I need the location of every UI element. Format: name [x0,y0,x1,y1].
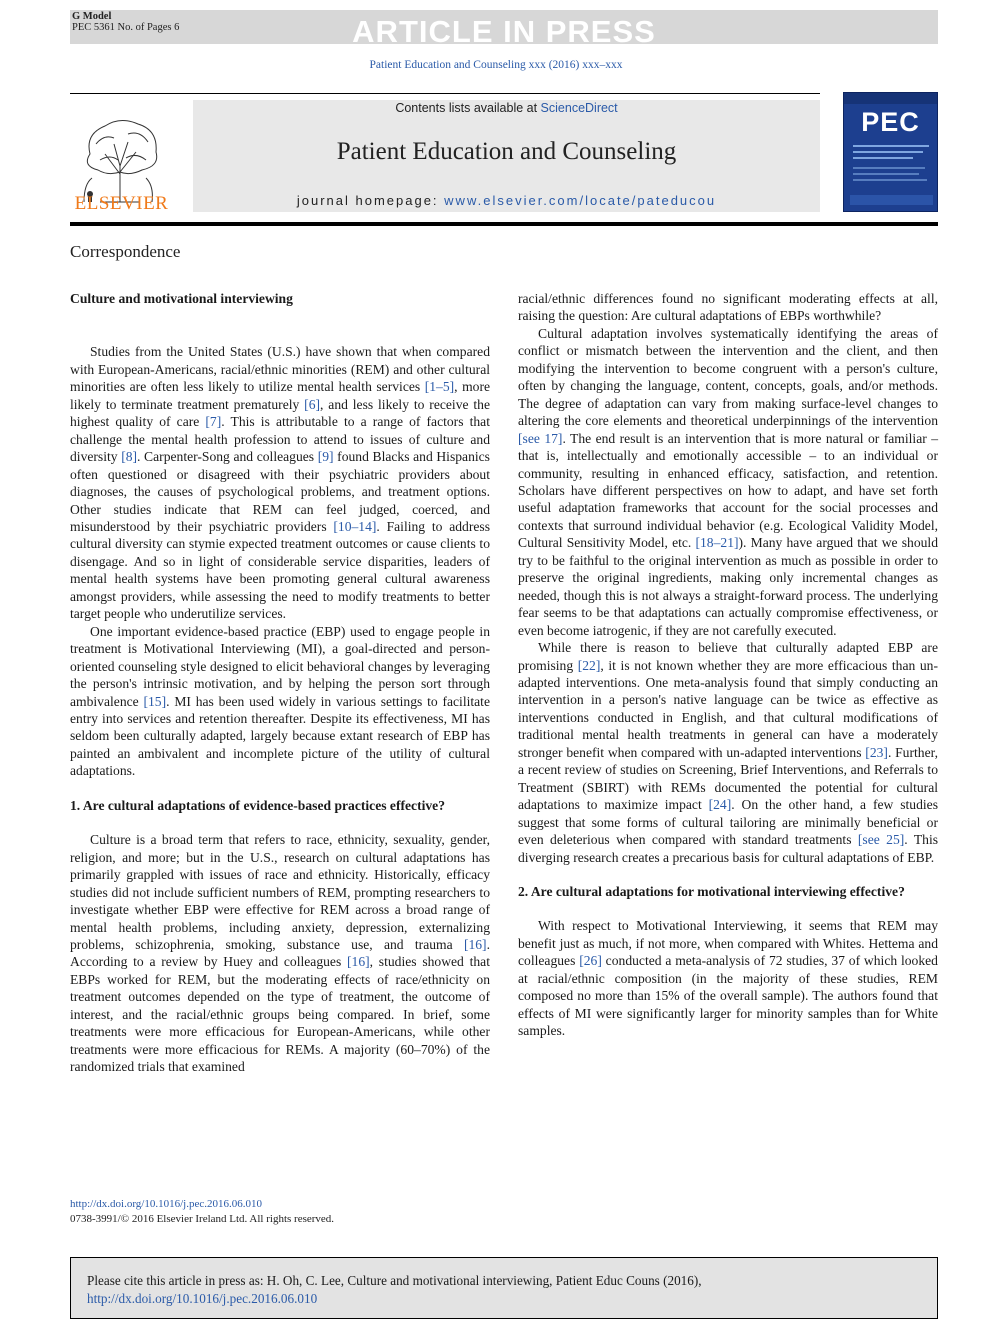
intro-paragraph-1: Studies from the United States (U.S.) have shown that when compared with European-Americans, racial/ethnic minorities (REM) and other cultural minorities are often less likely to utilize mental health services [1–5], more likely to terminate treatment prematurely [6], and less likely to receive the highest quality of care [7]. This is attributable to a range of factors that challenge the mental health profession to attend to issues of culture and diversity [8]. Carpenter-Song and colleagues [9] found Blacks and Hispanics often questioned or disagreed with their psychiatric providers about diagnoses, the causes of psychological problems, and treatment options. Other studies indicate that REM can feel judged, coerced, and misunderstood by their psychiatric providers [10–14]. Failing to address cultural diversity can stymie expected treatment outcomes or cause clients to disengage. And so in light of considerable service disparities, leaders of mental health systems have been promoting general cultural awareness amongst providers, while assessing the need to modify treatments to better target people who underutilize services. [70,344,491,622]
citation-link[interactable]: [10–14] [333,518,377,534]
article-title: Culture and motivational interviewing [70,291,293,306]
cover-text-line [853,179,927,181]
journal-cover-thumbnail [843,92,938,212]
section-1-heading: 1. Are cultural adaptations of evidence-based practices effective? [70,797,446,813]
masthead-top-rule [70,93,820,94]
citation-link[interactable]: [18–21] [695,535,739,551]
section-1-paragraph-1: Culture is a broad term that refers to race, ethnicity, sexuality, gender, religion, and more; but in the U.S., research on cultural adaptations has primarily grappled with issues of race and ethnicity. Historically, efficacy studies did not include sufficient numbers of REM, prompting researchers to investigate whether EBP were effective for REM across a broad range of mental health problems, including anxiety, depression, externalizing problems, schizophrenia, smoking, substance use, and trauma [16]. According to a review by Huey and colleagues [16], studies showed that EBPs worked for REM, but the moderating effects of race/ethnicity on treatment outcomes depended on the type of treatment, the outcome of interest, and the racial/ethnic groups being compared. In brief, some treatments were more efficacious for European-Americans, while other treatments were more efficacious for REMs. A majority (60–70%) of the randomized trials that examined [70,832,490,1075]
intro-paragraph-2: One important evidence-based practice (EBP) used to engage people in treatment is Motivational Interviewing (MI), a goal-directed and person-oriented counseling style designed to elicit behavioral changes by leveraging the person's intrinsic motivation, and by helping the person sort through ambivalence [15]. MI has been used widely in various settings to facilitate entry into services and retention thereafter. Despite its effectiveness, MI has seldom been culturally adapted, largely because extant research of EBP has painted an ambivalent and incomplete picture of the utility of cultural adaptations. [70,623,490,779]
section-2-heading: 2. Are cultural adaptations for motivational interviewing effective? [518,883,905,899]
citation-link[interactable]: [23] [865,744,888,760]
journal-reference[interactable]: Patient Education and Counseling xxx (2016) xxx–xxx [369,59,623,71]
citation-doi-link[interactable]: http://dx.doi.org/10.1016/j.pec.2016.06.010 [87,1291,318,1306]
citation-link[interactable]: [15] [143,693,167,709]
elsevier-wordmark: ELSEVIER [74,193,169,214]
cover-text-line [853,173,919,175]
masthead-bottom-rule [70,222,938,226]
cover-text-line [853,157,913,159]
journal-name: Patient Education and Counseling [336,138,677,165]
footer-doi-link[interactable]: http://dx.doi.org/10.1016/j.pec.2016.06.010 [70,1198,262,1210]
left-column [70,290,490,1076]
cover-footer-band [850,195,933,205]
citation-link[interactable]: [see 17] [518,430,563,446]
citation-link[interactable]: [22] [577,657,601,673]
citation-link[interactable]: [24] [708,797,732,813]
footer-copyright: 0738-3991/© 2016 Elsevier Ireland Ltd. All rights reserved. [70,1213,335,1225]
contents-prefix: Contents lists available at [395,101,541,115]
doc-id: PEC 5361 No. of Pages 6 [72,22,180,33]
citation-link[interactable]: [6] [304,396,321,412]
section-1-paragraph-continuation: racial/ethnic differences found no significant moderating effects at all, raising the question: Are cultural adaptations of EBPs worthwhile? [518,291,938,324]
document-model-info [72,11,179,33]
journal-homepage [193,193,820,208]
section-1-paragraph-3: While there is reason to believe that culturally adapted EBP are promising [22], it is not known whether they are more efficacious than un-adapted interventions. One meta-analysis found that simply conducting an intervention in a person's native language can be twice as effective as interventions conducted in English, and that cultural modifications of traditional mental health treatments in general can have a moderately stronger benefit when compared with un-adapted interventions [23]. Further, a recent review of studies on Screening, Brief Interventions, and Referrals to Treatment (SBIRT) with REMs documented the potential for cultural adaptations to maximize impact [24]. On the other hand, a few studies suggest that some forms of cultural tailoring are minimally beneficial or even deleterious when compared with standard treatments [see 25]. This diverging research creates a precarious basis for cultural adaptations of EBP. [518,640,939,865]
section-2-paragraph-1: With respect to Motivational Interviewing, it seems that REM may benefit just as much, if not more, when compared with Whites. Hettema and colleagues [26] conducted a meta-analysis of 72 studies, 37 of which looked at racial/ethnic composition (in the majority of these studies, REM composed no more than 15% of the overall sample). The authors found that effects of MI were significantly larger for minority samples than for White samples. [518,918,938,1039]
article-in-press-banner [70,10,938,49]
sciencedirect-link[interactable]: ScienceDirect [540,101,618,115]
citation-link[interactable]: [26] [579,953,602,969]
citation-link[interactable]: [8] [121,449,138,465]
homepage-link[interactable]: www.elsevier.com/locate/pateducou [444,193,717,208]
cover-title: PEC [861,107,920,137]
citation-link[interactable]: [16] [347,954,370,970]
citation-link[interactable]: [7] [205,414,222,430]
citation-link[interactable]: [see 25] [857,832,905,848]
article-type-label: Correspondence [70,242,181,261]
banner-title: ARTICLE IN PRESS [352,14,656,49]
citation-link[interactable]: [9] [317,449,334,465]
cover-top-band [844,93,937,104]
cover-text-line [853,145,929,147]
citation-text: Please cite this article in press as: H. Oh, C. Lee, Culture and motivational interviewing, Patient Educ Couns (2016), [87,1273,702,1288]
cover-text-line [853,167,925,169]
homepage-prefix: journal homepage: [296,193,445,208]
right-column [518,290,938,1040]
section-1-paragraph-2: Cultural adaptation involves systematically identifying the areas of conflict or mismatch between the intervention and the client, and then modifying the intervention to become congruent with a person's culture, often by changing the language, content, concepts, goals, and/or methods. The degree of adaptation can vary from making surface-level changes to altering the core elements and theoretical underpinnings of the intervention [see 17]. The end result is an intervention that is more natural or familiar – that is, intellectually and emotionally accessible – to an individual or community, resulting in enhanced efficacy, satisfaction, and retention. Scholars have different perspectives on how to adapt, and have set forth useful adaptation frameworks that account for the social processes and contexts that surround individual behavior (e.g. Ecological Validity Model, Cultural Sensitivity Model, etc. [18–21]). Many have argued that we should try to be faithful to the original intervention as much as possible in order to preserve the original ingredients, making only incremental changes as needed, though this is not always a straight-forward process. The underlying fear seems to be that adaptations can actually compromise effectiveness, or even become iatrogenic, if they are not carefully executed. [518,325,939,638]
citation-link[interactable]: [16] [463,936,487,952]
g-model-label: G Model [72,11,112,22]
contents-line [193,101,820,115]
citation-box [70,1257,938,1319]
citation-link[interactable]: [1–5] [424,379,455,395]
cover-text-line [853,151,923,153]
